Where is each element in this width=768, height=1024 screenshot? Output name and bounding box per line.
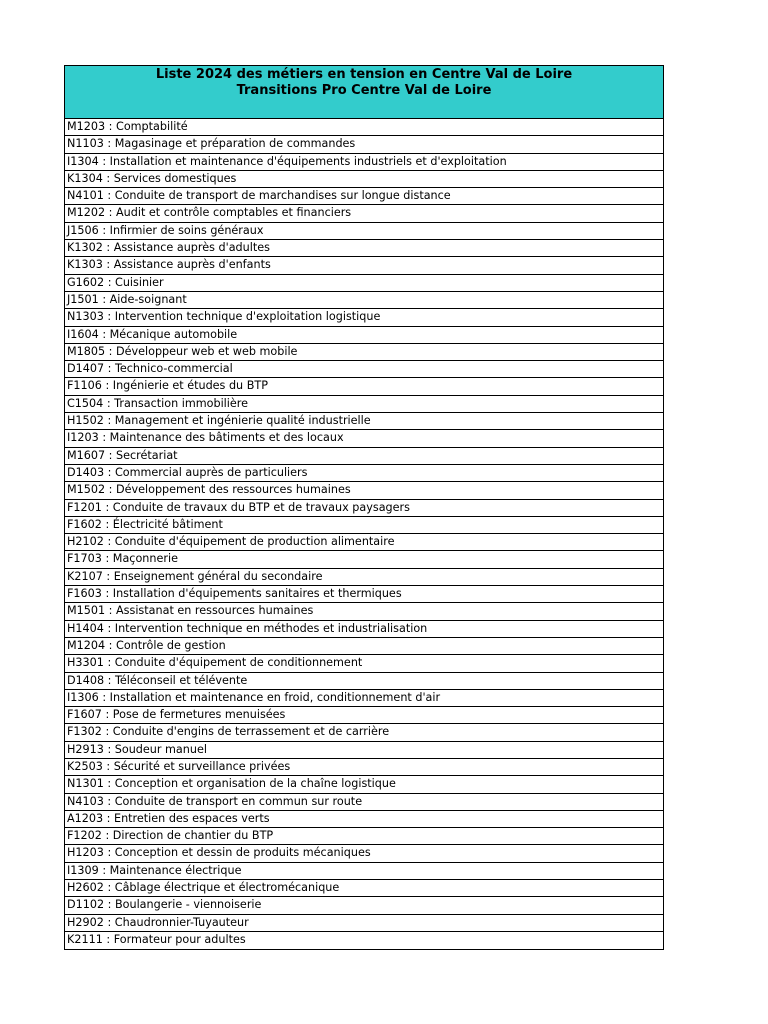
table-row: M1203 : Comptabilité [65,119,663,136]
table-row: K2503 : Sécurité et surveillance privées [65,759,663,776]
table-header [65,66,663,119]
table-row: I1304 : Installation et maintenance d'équipements industriels et d'exploitation [65,154,663,171]
table-row: I1309 : Maintenance électrique [65,863,663,880]
table-row: M1502 : Développement des ressources humaines [65,482,663,499]
table-row: G1602 : Cuisinier [65,275,663,292]
table-row: N4101 : Conduite de transport de marchandises sur longue distance [65,188,663,205]
table-row: F1607 : Pose de fermetures menuisées [65,707,663,724]
table-row: K2111 : Formateur pour adultes [67,932,246,946]
table-row: H1203 : Conception et dessin de produits mécaniques [65,845,663,862]
table-title: Liste 2024 des métiers en tension en Centre Val de Loire [155,67,573,82]
table-row: F1202 : Direction de chantier du BTP [65,828,663,845]
table-row: F1602 : Électricité bâtiment [65,517,663,534]
table-row: H3301 : Conduite d'équipement de conditionnement [65,655,663,672]
table-row: J1501 : Aide-soignant [65,292,663,309]
table-row: I1203 : Maintenance des bâtiments et des locaux [65,430,663,447]
table-row: M1501 : Assistanat en ressources humaines [65,603,663,620]
table-row: D1408 : Téléconseil et télévente [65,673,663,690]
table-row: I1306 : Installation et maintenance en froid, conditionnement d'air [65,690,663,707]
table-row: N1303 : Intervention technique d'exploitation logistique [65,309,663,326]
table-row: F1201 : Conduite de travaux du BTP et de travaux paysagers [65,500,663,517]
table-row: I1604 : Mécanique automobile [65,327,663,344]
table-row: H2913 : Soudeur manuel [65,742,663,759]
table-row: D1102 : Boulangerie - viennoiserie [65,897,663,914]
table-row: F1703 : Maçonnerie [65,551,663,568]
table-subtitle: Transitions Pro Centre Val de Loire [236,83,492,98]
table-row: J1506 : Infirmier de soins généraux [65,223,663,240]
table-row: F1603 : Installation d'équipements sanitaires et thermiques [65,586,663,603]
table-row: F1106 : Ingénierie et études du BTP [65,378,663,395]
table-row: D1407 : Technico-commercial [65,361,663,378]
table-row: M1805 : Développeur web et web mobile [65,344,663,361]
table-row: N4103 : Conduite de transport en commun sur route [65,794,663,811]
table-row: K2107 : Enseignement général du secondaire [65,569,663,586]
table-row: H2902 : Chaudronnier-Tuyauteur [65,915,663,932]
table-row: M1607 : Secrétariat [65,448,663,465]
table-row: H2102 : Conduite d'équipement de production alimentaire [65,534,663,551]
table-row: H1502 : Management et ingénierie qualité industrielle [65,413,663,430]
table-row: K1302 : Assistance auprès d'adultes [65,240,663,257]
table-row: N1301 : Conception et organisation de la chaîne logistique [65,776,663,793]
table-row: N1103 : Magasinage et préparation de commandes [65,136,663,153]
table-row: H1404 : Intervention technique en méthodes et industrialisation [65,621,663,638]
jobs-table [64,65,664,950]
table-row: H2602 : Câblage électrique et électromécanique [65,880,663,897]
table-row: K1304 : Services domestiques [65,171,663,188]
table-row: D1403 : Commercial auprès de particuliers [65,465,663,482]
table-row: M1202 : Audit et contrôle comptables et financiers [65,205,663,222]
table-row: K1303 : Assistance auprès d'enfants [65,257,663,274]
jobs-list [65,119,663,949]
table-row: A1203 : Entretien des espaces verts [65,811,663,828]
table-row: C1504 : Transaction immobilière [65,396,663,413]
table-row: M1204 : Contrôle de gestion [65,638,663,655]
table-row: F1302 : Conduite d'engins de terrassement et de carrière [65,724,663,741]
